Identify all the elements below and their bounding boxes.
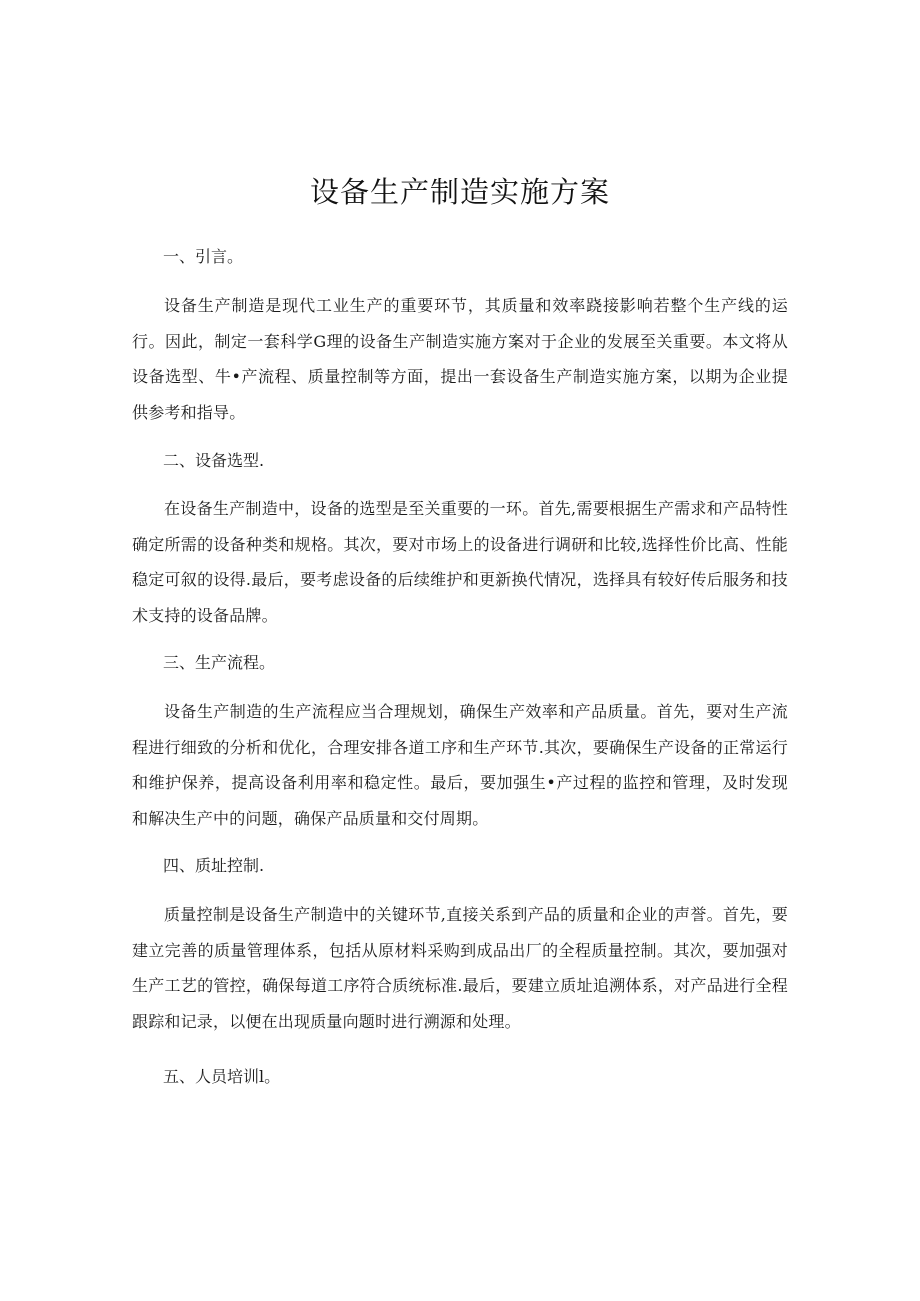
section-body-production-process: 设备生产制造的生产流程应当合理规划，确保生产效率和产品质量。首先，要对生产流程进行细致的分析和优化，合理安排各道工序和生产环节.其次，要确保生产设备的正常运行和维护保养，提高设备利用率和稳定性。最后，要加强生•产过程的监控和管理，及时发现和解决生产中的问题，确保产品质量和交付周期。 [132,702,788,828]
section-heading-staff-training: 五、人员培训l。 [163,1067,281,1086]
section-heading-production-process: 三、生产流程。 [163,653,276,672]
section-body-equipment-selection: 在设备生产制造中，设备的选型是至关重要的一环。首先,需要根据生产需求和产品特性确定所需的设备种类和规格。其次，要对市场上的设备进行调研和比较,选择性价比高、性能稳定可叙的设得.最后，要考虑设备的后续维护和更新换代情况，选择具有较好传后服务和技术支持的设备品牌。 [132,499,788,625]
section-body-quality-control: 质量控制是设备生产制造中的关键环节,直接关系到产品的质量和企业的声誉。首先，要建立完善的质量管理体系，包括从原材料采购到成品出厂的全程质量控制。其次，要加强对生产工艺的管控，确保每道工序符合质统标准.最后，要建立质址追溯体系，对产品进行全程跟踪和记录，以便在出现质量向题时进行溯源和处理。 [132,905,788,1031]
section-heading-quality-control: 四、质址控制. [163,856,265,875]
section-heading-equipment-selection: 二、设备选型. [163,451,265,470]
document-title: 设备生产制造实施方案 [309,175,610,209]
section-heading-introduction: 一、引言。 [163,247,244,266]
section-body-introduction: 设备生产制造是现代工业生产的重要环节，其质量和效率跷接影响若整个生产线的运行。因此，制定一套科学G理的设备生产制造实施方案对于企业的发展至关重要。本文将从设备选型、牛•产流程、质量控制等方面，提出一套设备生产制造实施方案，以期为企业提供参考和指导。 [132,296,788,422]
